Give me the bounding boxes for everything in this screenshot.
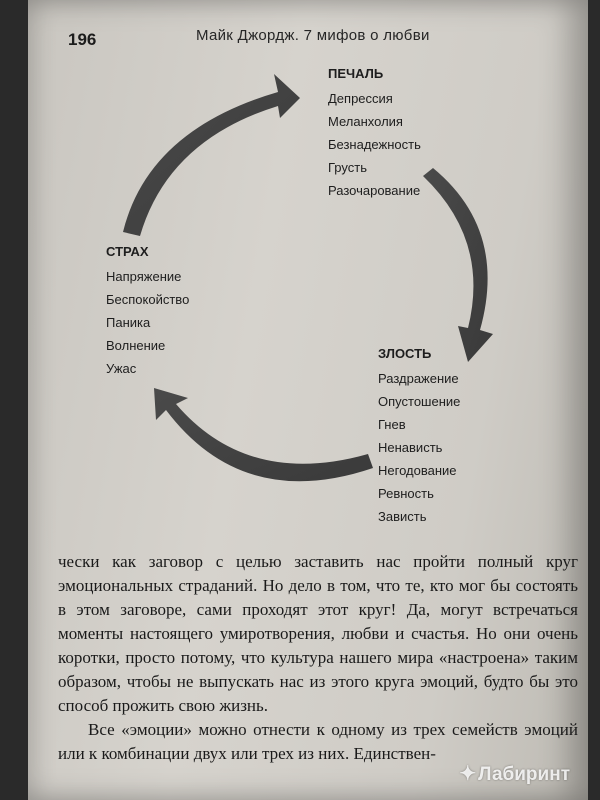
fear-item: Беспокойство bbox=[106, 292, 190, 307]
body-text bbox=[58, 550, 578, 766]
page-number: 196 bbox=[68, 30, 97, 49]
arrow-fear-to-sadness bbox=[123, 74, 300, 236]
sadness-title: ПЕЧАЛЬ bbox=[328, 66, 384, 81]
anger-group bbox=[378, 346, 460, 528]
fear-item: Паника bbox=[106, 315, 151, 330]
paragraph: Все «эмоции» можно отнести к одному из трех семейств эмоций или к комбинации двух или трех из них. Единствен- bbox=[58, 720, 578, 763]
book-page bbox=[28, 0, 588, 800]
watermark-text: Лабиринт bbox=[478, 764, 570, 785]
sadness-item: Грусть bbox=[328, 160, 367, 175]
anger-item: Опустошение bbox=[378, 394, 461, 409]
anger-item: Раздражение bbox=[378, 371, 459, 386]
anger-item: Ревность bbox=[378, 486, 434, 501]
arrow-sadness-to-anger bbox=[423, 168, 493, 362]
fear-title: СТРАХ bbox=[106, 244, 149, 259]
fear-item: Волнение bbox=[106, 338, 166, 353]
sadness-item: Депрессия bbox=[328, 91, 393, 106]
arrow-anger-to-fear bbox=[154, 388, 373, 481]
anger-item: Зависть bbox=[378, 509, 427, 524]
watermark bbox=[459, 761, 570, 786]
sadness-item: Разочарование bbox=[328, 183, 421, 198]
fear-item: Ужас bbox=[106, 361, 137, 376]
labirint-logo-icon: ✦ bbox=[459, 763, 477, 785]
fear-group bbox=[106, 244, 189, 380]
anger-item: Гнев bbox=[378, 417, 406, 432]
anger-title: ЗЛОСТЬ bbox=[378, 346, 432, 361]
running-head: Майк Джордж. 7 мифов о любви bbox=[196, 27, 430, 44]
sadness-item: Безнадежность bbox=[328, 137, 421, 152]
sadness-group bbox=[328, 66, 421, 202]
fear-item: Напряжение bbox=[106, 269, 182, 284]
paragraph: чески как заговор с целью заставить нас пройти полный круг эмоциональных страданий. Но дело в том, что те, кто мог бы состоять в этом заговоре, сами проходят этот круг! Да, могут встречаться моменты настоящего умиротворения, любви и счастья. Но они очень коротки, просто потому, что культура нашего мира «настроена» таким образом, чтобы не выпускать нас из этого круга эмоций, будто бы это способ прожить свою жизнь. bbox=[58, 552, 578, 715]
anger-item: Ненависть bbox=[378, 440, 443, 455]
anger-item: Негодование bbox=[378, 463, 457, 478]
sadness-item: Меланхолия bbox=[328, 114, 403, 129]
